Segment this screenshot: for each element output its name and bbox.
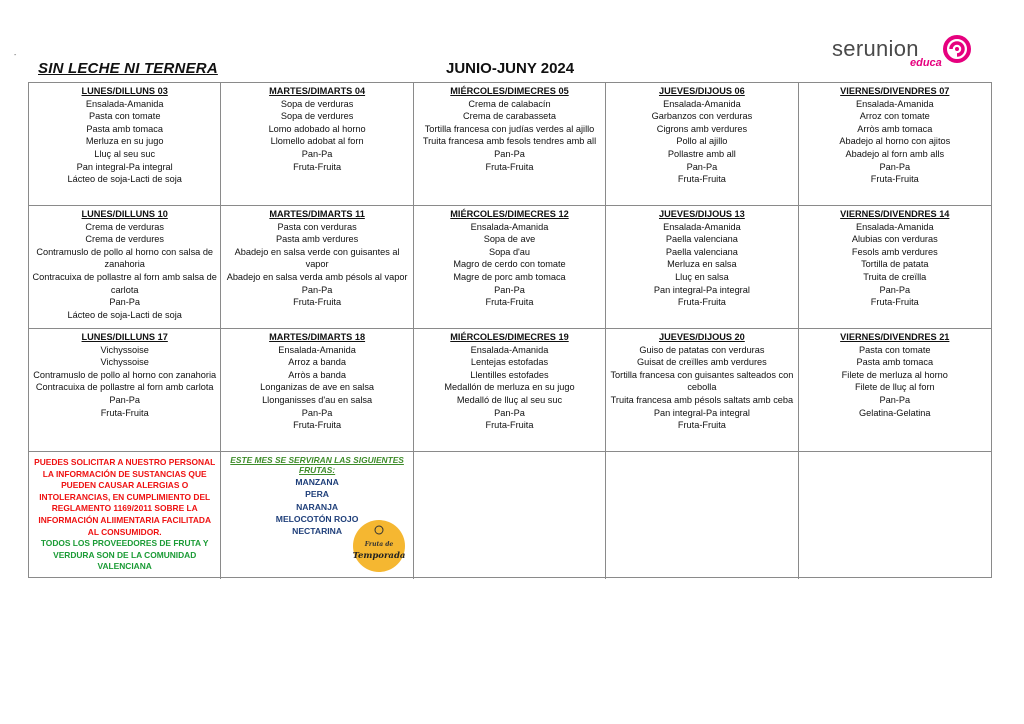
month-title: JUNIO-JUNY 2024 <box>446 60 575 77</box>
dish-item: Pan-Pa <box>301 407 333 418</box>
day-heading: JUEVES/DIJOUS 06 <box>658 86 745 96</box>
dish-item: Pan-Pa <box>686 161 718 172</box>
dish-item: Abadejo al forn amb alls <box>845 148 945 159</box>
dish-item: Filete de merluza al horno <box>841 369 948 380</box>
badge-top-text: Fruta de <box>365 541 394 548</box>
dish-item: Sopa de verdures <box>280 111 354 122</box>
dish-item: Pasta con verduras <box>277 221 357 232</box>
dish-item: Pasta amb verdures <box>275 234 359 245</box>
dish-item: Ensalada-Amanida <box>85 98 164 109</box>
dish-item: Abadejo en salsa verda amb pésols al vapor <box>226 271 408 282</box>
day-cell <box>221 206 413 329</box>
day-heading: VIERNES/DIVENDRES 21 <box>840 332 950 342</box>
day-heading: MARTES/DIMARTS 11 <box>269 209 365 219</box>
dish-item: Tortilla francesa con guisantes salteados con cebolla <box>610 369 794 393</box>
dish-item: Cigrons amb verdures <box>656 123 748 134</box>
day-cell <box>799 83 991 206</box>
day-cell <box>606 329 798 452</box>
dish-item: Arroz a banda <box>288 357 346 368</box>
dish-item: Sopa de verduras <box>280 98 354 109</box>
dish-item: Fruta-Fruita <box>870 297 919 308</box>
day-heading: JUEVES/DIJOUS 13 <box>658 209 745 219</box>
day-cell <box>221 83 413 206</box>
dish-item: Contramuslo de pollo al horno con salsa de zanahoria <box>36 246 214 270</box>
day-cell <box>29 83 221 206</box>
dish-item: Ensalada-Amanida <box>855 221 934 232</box>
dish-item: Pasta con tomate <box>88 111 161 122</box>
day-cell <box>414 206 606 329</box>
dish-item: Fruta-Fruita <box>293 161 342 172</box>
dish-item: Arroz con tomate <box>859 111 930 122</box>
dish-item: Merluza en su jugo <box>85 136 164 147</box>
dish-item: Ensalada-Amanida <box>663 221 741 232</box>
day-cell <box>29 329 221 452</box>
seasonal-fruits-heading: ESTE MES SE SERVIRAN LAS SIGUIENTES FRUTAS: <box>230 455 404 476</box>
dish-item: Fruta-Fruita <box>677 297 726 308</box>
dish-item: Paella valenciana <box>665 234 738 245</box>
allergen-notice-text: PUEDES SOLICITAR A NUESTRO PERSONAL LA INFORMACIÓN DE SUSTANCIAS QUE PUEDEN CAUSAR ALERGIAS O INTOLERANCIAS, EN CUMPLIMIENTO DEL REGLAMENTO 1169/2011 SOBRE LA INFORMACIÓN ALIIMENTARIA FACILITADA AL CONSUMIDOR. <box>34 457 216 537</box>
dish-item: Ensalada-Amanida <box>470 344 549 355</box>
dish-item: Filete de lluç al forn <box>854 382 935 393</box>
fruit-item: MANZANA <box>295 476 339 487</box>
dish-item: Fruta-Fruita <box>293 420 342 431</box>
dish-item: Lácteo de soja-Lacti de soja <box>67 174 182 185</box>
dish-item: Truita francesa amb pésols saltats amb ceba <box>610 394 794 405</box>
dish-item: Arròs a banda <box>288 369 346 380</box>
dish-item: Ensalada-Amanida <box>855 98 934 109</box>
dish-item: Lluç al seu suc <box>94 148 156 159</box>
seasonal-fruits <box>221 452 413 579</box>
dish-item: Pasta con tomate <box>859 344 931 355</box>
serunion-logo <box>832 36 992 72</box>
dish-item: Fruta-Fruita <box>485 420 534 431</box>
page-mark: - <box>14 52 17 59</box>
day-heading: MARTES/DIMARTS 18 <box>269 332 366 342</box>
dish-item: Tortilla francesa con judías verdes al ajillo <box>424 123 595 134</box>
day-cell <box>29 206 221 329</box>
dish-item: Fruta-Fruita <box>677 174 726 185</box>
day-heading: MIÉRCOLES/DIMECRES 12 <box>450 209 569 219</box>
empty-cell <box>606 452 798 579</box>
dish-item: Magro de cerdo con tomate <box>453 259 566 270</box>
dish-item: Fruta-Fruita <box>485 297 534 308</box>
day-heading: LUNES/DILLUNS 10 <box>81 209 168 219</box>
dish-item: Fesols amb verdures <box>851 246 938 257</box>
dish-item: Vichyssoise <box>100 357 149 368</box>
fruit-item: PERA <box>305 489 330 500</box>
dish-item: Ensalada-Amanida <box>278 344 356 355</box>
day-cell <box>414 329 606 452</box>
dish-item: Paella valenciana <box>665 246 738 257</box>
dish-item: Ensalada-Amanida <box>663 98 741 109</box>
dish-item: Lomo adobado al horno <box>268 123 366 134</box>
dish-item: Truita de creïlla <box>863 271 927 282</box>
dish-item: Contracuixa de pollastre al forn amb salsa de carlota <box>32 271 217 295</box>
logo-wordmark: serunion <box>832 36 919 61</box>
dish-item: Abadejo en salsa verde con guisantes al vapor <box>234 246 400 270</box>
day-cell <box>799 206 991 329</box>
fruit-item: NARANJA <box>296 501 339 512</box>
dish-item: Pan integral-Pa integral <box>653 407 750 418</box>
dish-item: Pan-Pa <box>494 284 525 295</box>
day-heading: VIERNES/DIVENDRES 07 <box>840 86 950 96</box>
dish-item: Llonganisses d'au en salsa <box>262 394 373 405</box>
dish-item: Pollo al ajillo <box>676 136 728 147</box>
day-cell <box>221 329 413 452</box>
dish-item: Pan integral-Pa integral <box>653 284 750 295</box>
menu-grid <box>28 82 992 578</box>
dish-item: Tortilla de patata <box>861 259 929 270</box>
dish-item: Lluç en salsa <box>675 271 729 282</box>
logo-swirl-icon <box>942 33 972 67</box>
day-cell <box>414 83 606 206</box>
dish-item: Pan-Pa <box>879 394 911 405</box>
dish-item: Pan integral-Pa integral <box>76 161 173 172</box>
dish-item: Lentejas estofadas <box>470 357 549 368</box>
dish-item: Abadejo al horno con ajitos <box>839 136 951 147</box>
dish-item: Crema de verdures <box>85 234 165 245</box>
logo-subtitle: educa <box>910 57 942 69</box>
empty-cell <box>799 452 991 579</box>
dish-item: Vichyssoise <box>100 344 149 355</box>
dish-item: Contracuixa de pollastre al forn amb carlota <box>35 382 214 393</box>
dish-item: Fruta-Fruita <box>485 161 534 172</box>
day-heading: MIÉRCOLES/DIMECRES 19 <box>450 332 569 342</box>
allergen-notice <box>29 452 221 579</box>
dish-item: Pasta amb tomaca <box>856 357 934 368</box>
dish-item: Crema de calabacín <box>468 98 551 109</box>
fruit-item: MELOCOTÓN ROJO <box>275 514 359 525</box>
dish-item: Contramuslo de pollo al horno con zanahoria <box>33 369 217 380</box>
dish-item: Fruta-Fruita <box>870 174 919 185</box>
dish-item: Pan-Pa <box>109 394 141 405</box>
dish-item: Crema de carabasseta <box>463 111 556 122</box>
dish-item: Merluza en salsa <box>667 259 737 270</box>
dish-item: Sopa de ave <box>483 234 536 245</box>
dish-item: Pasta amb tomaca <box>86 123 163 134</box>
local-suppliers-text: TODOS LOS PROVEEDORES DE FRUTA Y VERDURA SON DE LA COMUNIDAD VALENCIANA <box>40 538 209 572</box>
day-cell <box>606 83 798 206</box>
dish-item: Crema de verduras <box>85 221 165 232</box>
dish-item: Llentilles estofades <box>470 369 549 380</box>
day-heading: MIÉRCOLES/DIMECRES 05 <box>450 86 569 96</box>
dish-item: Longanizas de ave en salsa <box>260 382 375 393</box>
dish-item: Medalló de lluç al seu suc <box>456 394 563 405</box>
dish-item: Llomello adobat al forn <box>270 136 364 147</box>
dish-item: Pan-Pa <box>301 148 333 159</box>
dish-item: Fruta-Fruita <box>293 297 342 308</box>
day-cell <box>606 206 798 329</box>
dish-item: Fruta-Fruita <box>677 420 726 431</box>
dish-item: Guisat de creïlles amb verdures <box>637 357 767 368</box>
day-heading: LUNES/DILLUNS 03 <box>81 86 168 96</box>
dish-item: Ensalada-Amanida <box>470 221 549 232</box>
dish-item: Pan-Pa <box>879 284 911 295</box>
dish-item: Pan-Pa <box>494 148 525 159</box>
dish-item: Medallón de merluza en su jugo <box>444 382 575 393</box>
day-heading: MARTES/DIMARTS 04 <box>269 86 366 96</box>
day-heading: LUNES/DILLUNS 17 <box>81 332 168 342</box>
dish-item: Pan-Pa <box>879 161 911 172</box>
dish-item: Fruta-Fruita <box>100 407 149 418</box>
dish-item: Pan-Pa <box>109 297 141 308</box>
fruta-de-temporada-badge-icon <box>351 518 407 574</box>
dish-item: Pan-Pa <box>494 407 525 418</box>
empty-cell <box>414 452 606 579</box>
dish-item: Arròs amb tomaca <box>857 123 933 134</box>
dish-item: Garbanzos con verduras <box>651 111 753 122</box>
day-heading: JUEVES/DIJOUS 20 <box>658 332 745 342</box>
dish-item: Pollastre amb all <box>667 148 736 159</box>
dish-item: Gelatina-Gelatina <box>859 407 931 418</box>
dish-item: Sopa d'au <box>488 246 531 257</box>
dish-item: Truita francesa amb fesols tendres amb all <box>422 136 597 147</box>
dish-item: Lácteo de soja-Lacti de soja <box>67 309 182 320</box>
day-cell <box>799 329 991 452</box>
day-heading: VIERNES/DIVENDRES 14 <box>840 209 950 219</box>
dish-item: Alubias con verduras <box>851 234 938 245</box>
fruit-item: NECTARINA <box>292 526 343 537</box>
dish-item: Magre de porc amb tomaca <box>453 271 566 282</box>
dish-item: Guiso de patatas con verduras <box>639 344 765 355</box>
badge-bottom-text: Temporada <box>352 551 406 561</box>
menu-title: SIN LECHE NI TERNERA <box>38 60 218 77</box>
dish-item: Pan-Pa <box>301 284 333 295</box>
